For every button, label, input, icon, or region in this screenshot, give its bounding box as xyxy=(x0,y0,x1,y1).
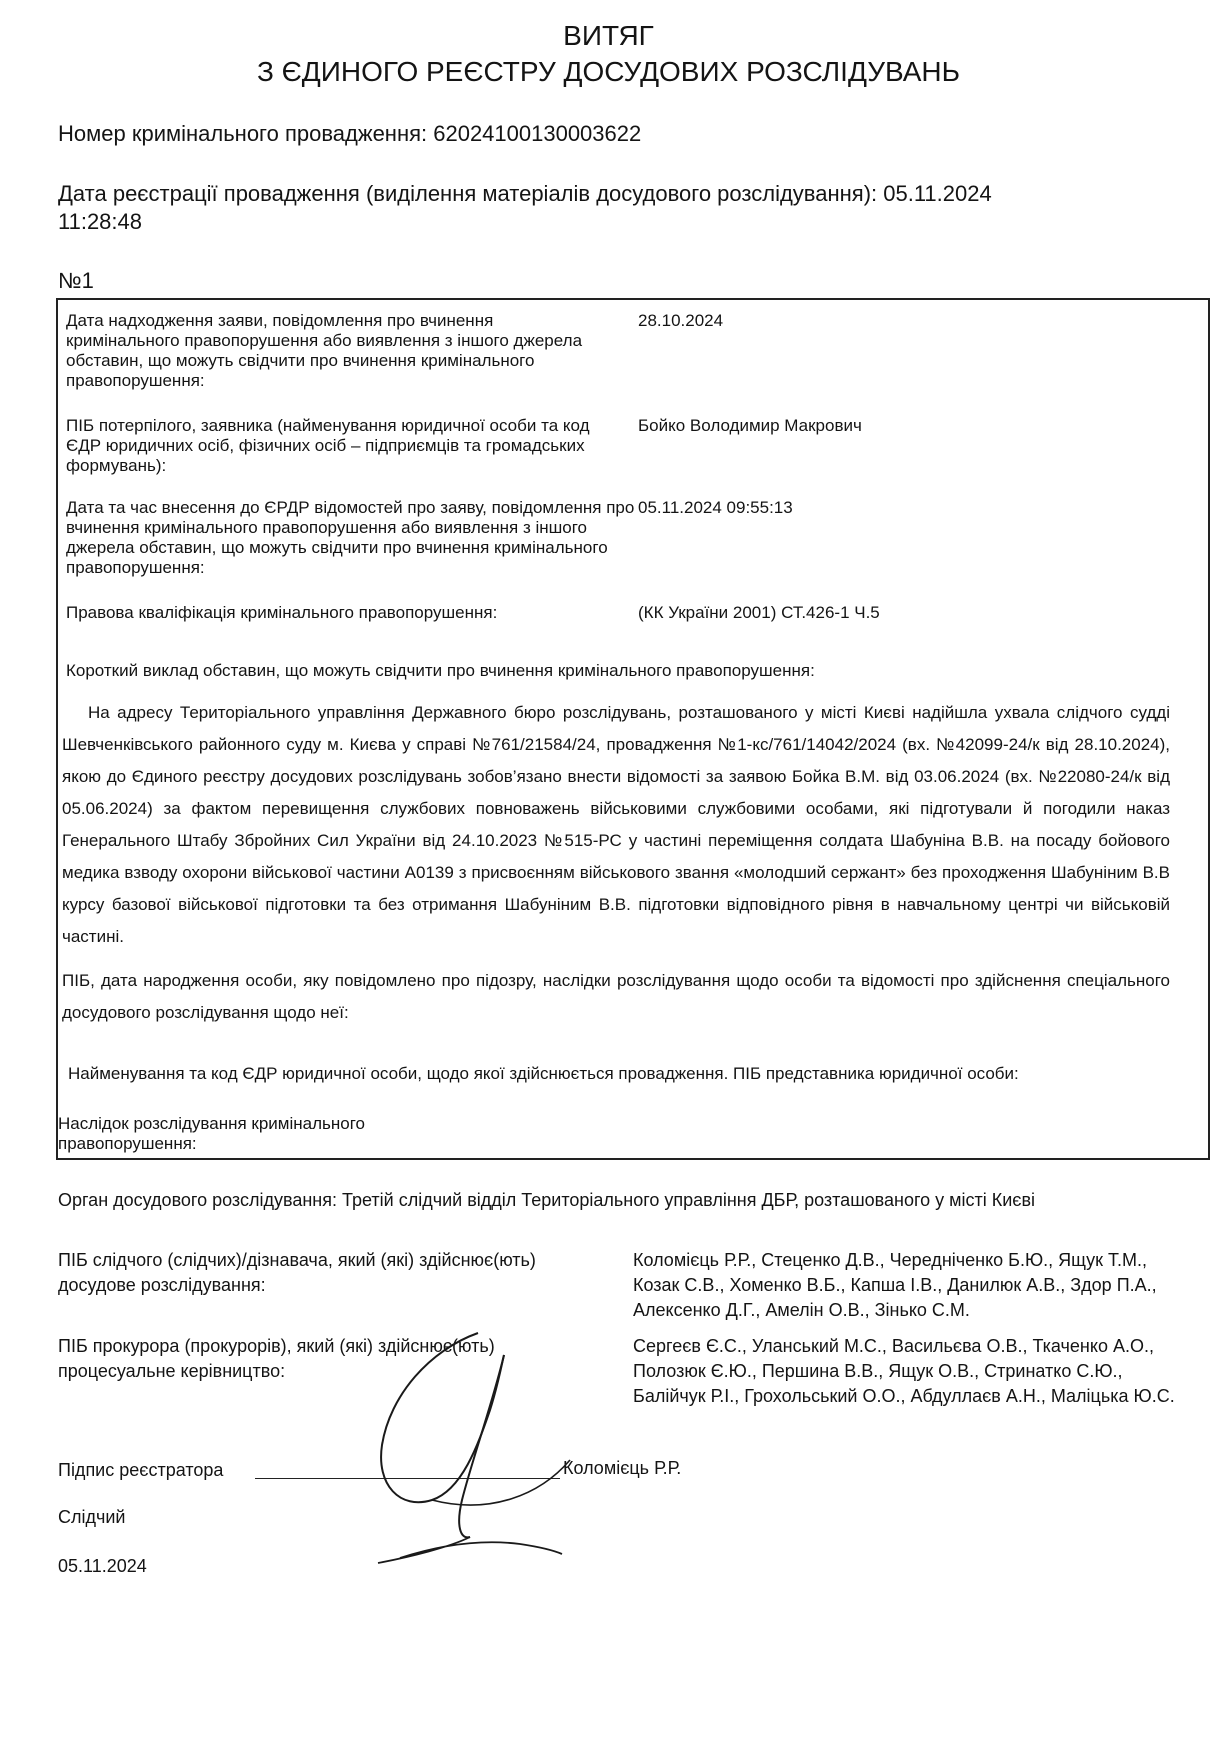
prosecutors-label: ПІБ прокурора (прокурорів), який (які) здійснює(ють) процесуальне керівництво: xyxy=(58,1336,495,1381)
registration-date xyxy=(58,180,992,236)
prosecutors-value: Сергеєв Є.С., Уланський М.С., Васильєва О.В., Ткаченко А.О., Полозюк Є.Ю., Першина В.В., Ящук О.В., Стринатко С.Ю., Балійчук Р.І., Грохольський О.О., Абдуллаєв А.Н., Маліцька Ю.С. xyxy=(633,1336,1175,1406)
row-value-legal-qualification: (КК України 2001) СТ.426-1 Ч.5 xyxy=(638,603,880,622)
row-value-application-date: 28.10.2024 xyxy=(638,311,724,330)
row-label-application-date: Дата надходження заяви, повідомлення про вчинення кримінального правопорушення або виявлення з іншого джерела обставин, що можуть свідчити про вчинення кримінального правопорушення: xyxy=(66,311,583,390)
suspect-heading: ПІБ, дата народження особи, яку повідомлено про підозру, наслідки розслідування щодо особи та відомості про здійснення спеціального досудового розслідування щодо неї: xyxy=(62,971,1170,1022)
row-label-victim: ПІБ потерпілого, заявника (найменування юридичної особи та код ЄДР юридичних осіб, фізичних осіб – підприємців та громадських формувань): xyxy=(66,416,590,475)
row-value-entry-datetime: 05.11.2024 09:55:13 xyxy=(638,498,793,517)
legal-entity-heading: Найменування та код ЄДР юридичної особи, щодо якої здійснюється провадження. ПІБ представника юридичної особи: xyxy=(68,1064,1019,1083)
investigators-label: ПІБ слідчого (слідчих)/дізнавача, який (які) здійснює(ють) досудове розслідування: xyxy=(58,1250,536,1295)
entry-number: №1 xyxy=(58,268,94,293)
investigators-value: Коломієць Р.Р., Стеценко Д.В., Чередніченко Б.Ю., Ящук Т.М., Козак С.В., Хоменко В.Б., Капша І.В., Данилюк А.В., Здор П.А., Алексенко Д.Г., Амелін О.В., Зінько С.М. xyxy=(633,1250,1157,1320)
case-number: Номер кримінального провадження: 62024100130003622 xyxy=(58,121,642,146)
document-date: 05.11.2024 xyxy=(58,1556,147,1576)
document-title: ВИТЯГ xyxy=(563,20,654,51)
registrar-name: Коломієць Р.Р. xyxy=(563,1458,682,1478)
investigation-body: Орган досудового розслідування: Третій слідчий відділ Територіального управління ДБР, розташованого у місті Києві xyxy=(58,1190,1036,1210)
row-label-legal-qualification: Правова кваліфікація кримінального правопорушення: xyxy=(66,603,498,622)
summary-text: На адресу Територіального управління Державного бюро розслідувань, розташованого у місті Києві надійшла ухвала слідчого судді Шевченківського районного суду м. Києва у справі №761/21584/24, провадження №1-кс/761/14042/2024 (вх. №42099-24/к від 28.10.2024), якою до Єдиного реєстру досудових розслідувань зобов’язано внести відомості за заявою Бойка В.М. від 03.06.2024 (вх. №22080-24/к від 05.06.2024) за фактом перевищення службових повноважень військовими службовими особами, які підготували й погодили наказ Генерального Штабу Збройних Сил України від 24.10.2023 №515-РС у частині переміщення солдата Шабуніна В.В. на посаду бойового медика взводу охорони військової частини А0139 з присвоєнням військового звання «молодший сержант» без проходження Шабуніним В.В курсу базової військової підготовки та без отримання Шабуніним В.В. підготовки відповідного рівня в навчальному центрі чи військовій частині. xyxy=(62,703,1170,946)
handwritten-signature xyxy=(370,1325,610,1570)
document-subtitle: З ЄДИНОГО РЕЄСТРУ ДОСУДОВИХ РОЗСЛІДУВАНЬ xyxy=(256,56,961,87)
summary-paragraph xyxy=(62,697,1170,953)
summary-heading: Короткий виклад обставин, що можуть свідчити про вчинення кримінального правопорушення: xyxy=(66,661,815,680)
position-label: Слідчий xyxy=(58,1507,126,1527)
registrar-signature-label: Підпис реєстратора xyxy=(58,1460,224,1480)
registration-date-line1: Дата реєстрації провадження (виділення матеріалів досудового розслідування): 05.11.2024 xyxy=(58,181,992,206)
registration-date-line2: 11:28:48 xyxy=(58,209,143,234)
row-value-victim: Бойко Володимир Макрович xyxy=(638,416,862,435)
suspect-heading-block xyxy=(62,965,1170,1029)
investigation-result-label: Наслідок розслідування кримінального правопорушення: xyxy=(58,1114,365,1153)
row-label-entry-datetime: Дата та час внесення до ЄРДР відомостей про заяву, повідомлення про вчинення кримінального правопорушення або виявлення з іншого джерела обставин, що можуть свідчити про вчинення кримінального правопорушення: xyxy=(66,498,635,577)
